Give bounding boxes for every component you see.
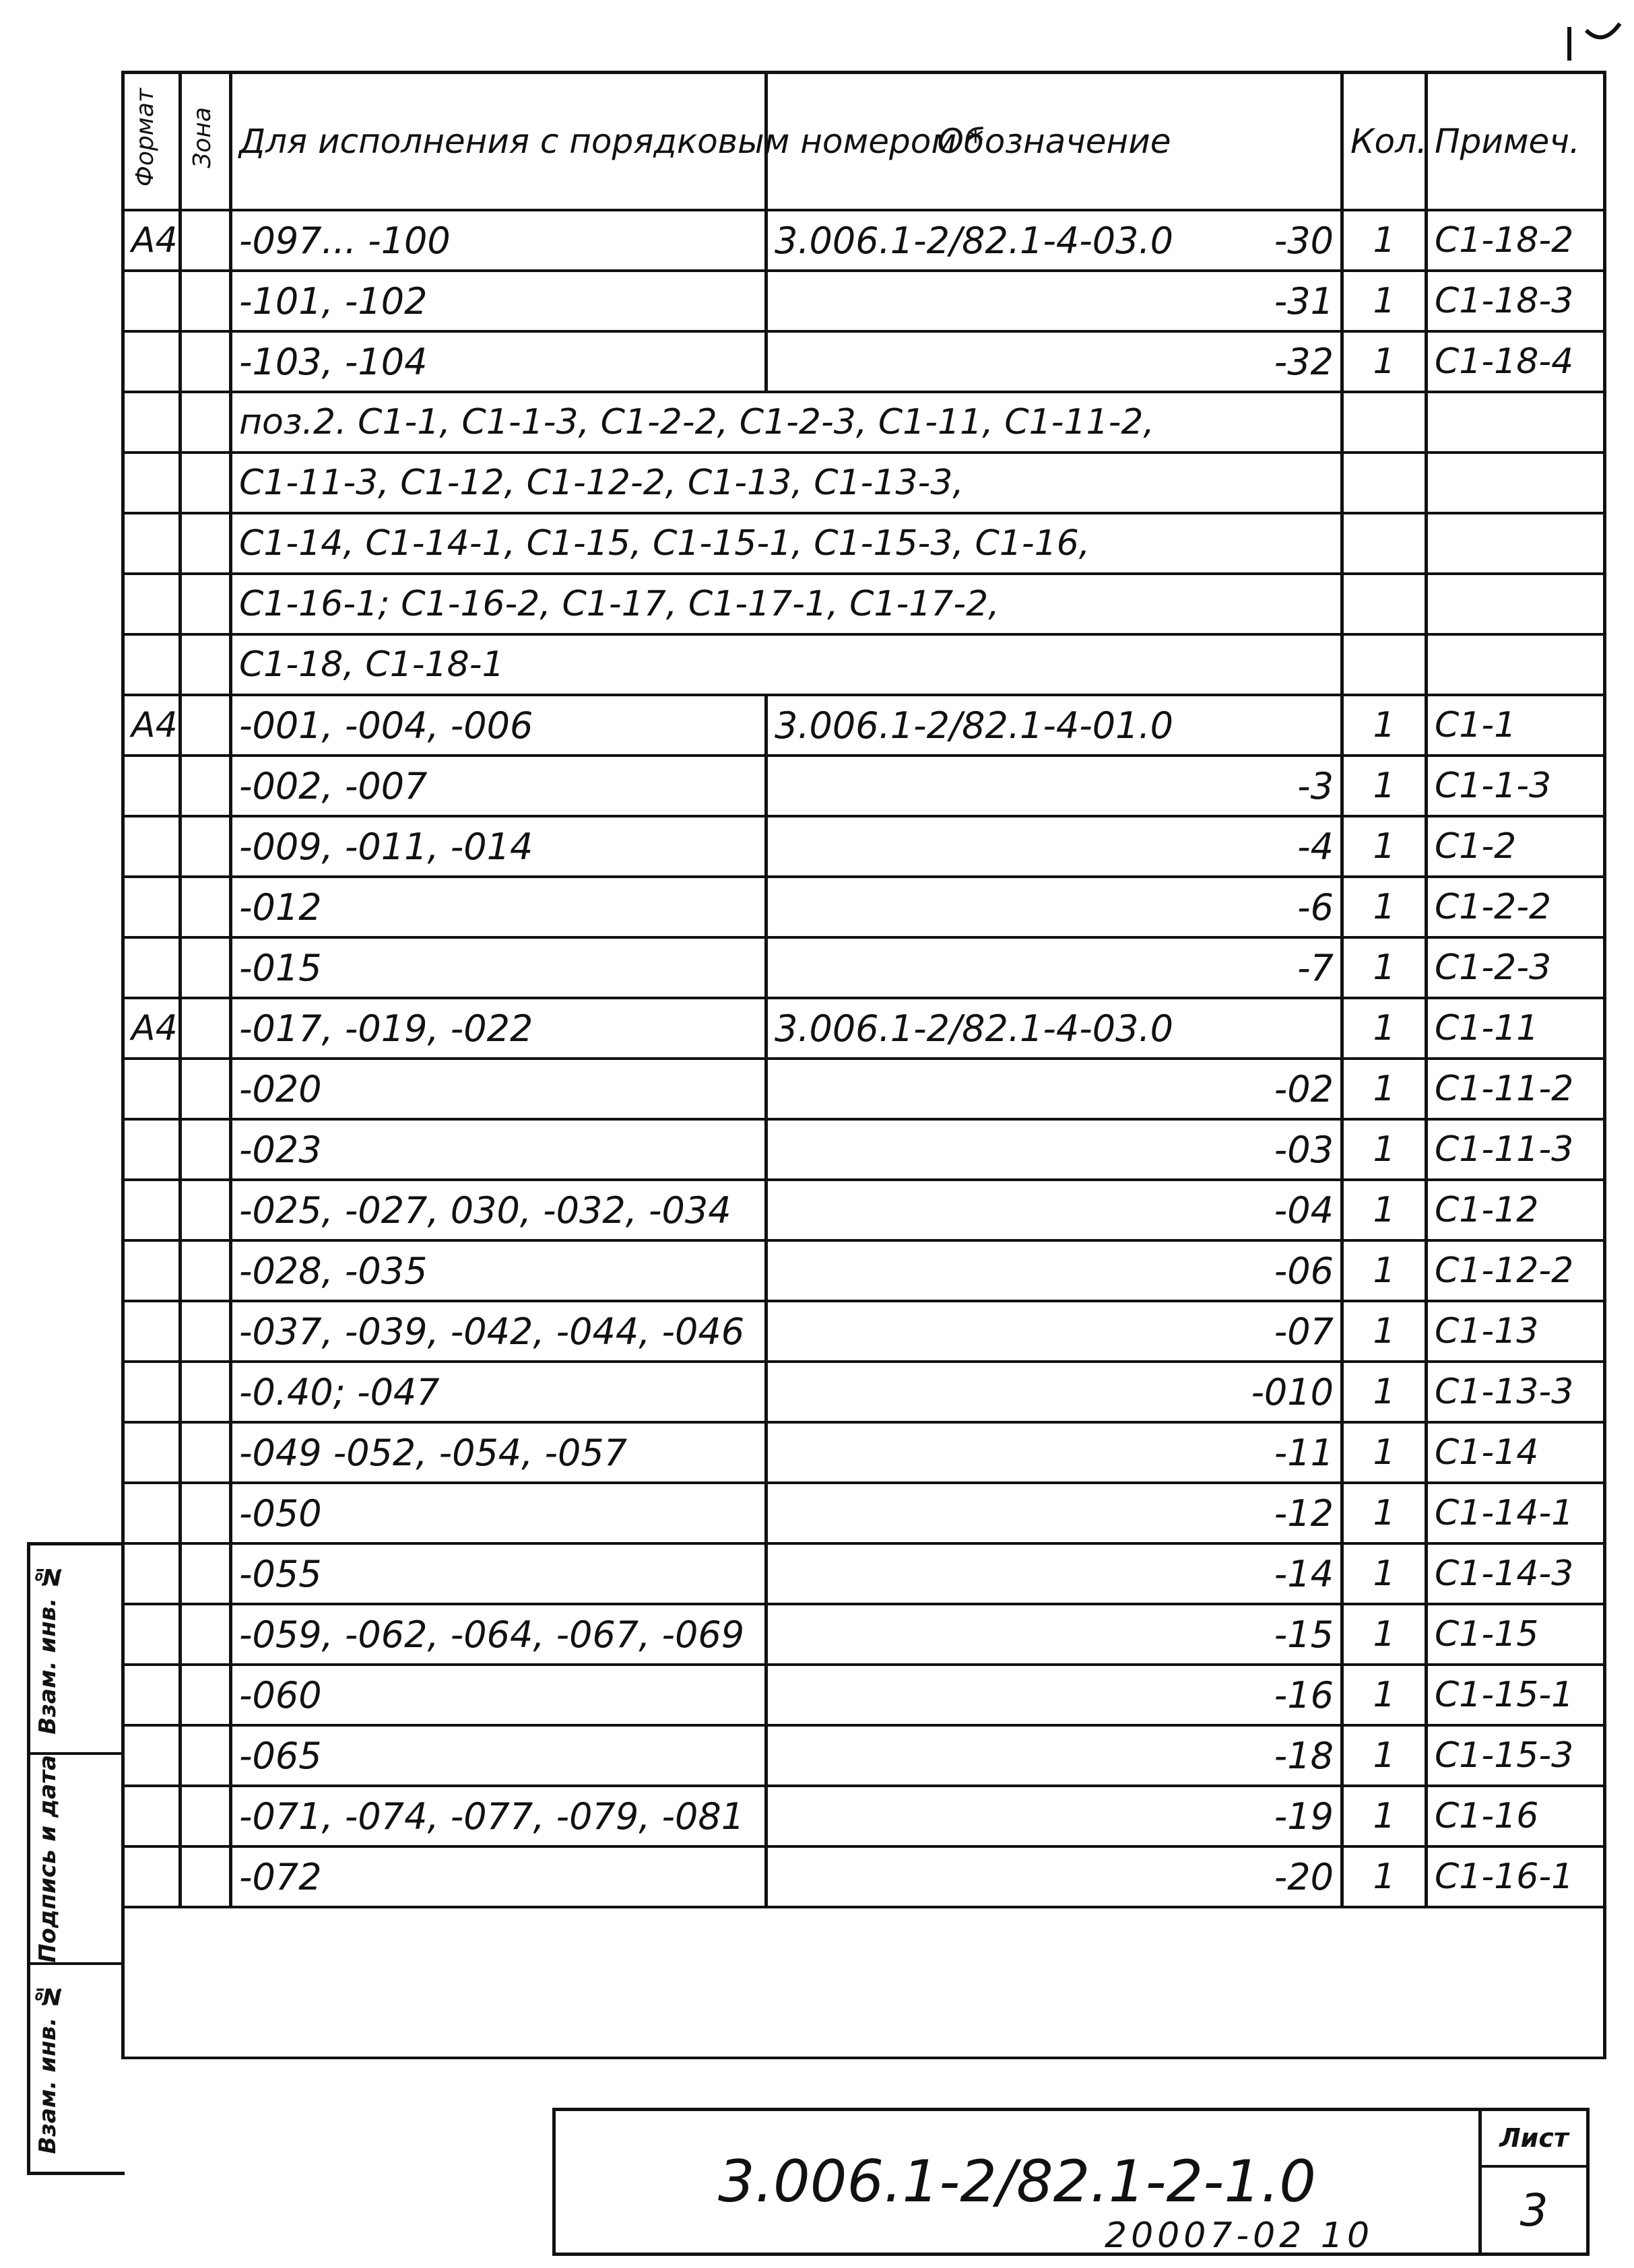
header-note: Примеч. bbox=[1427, 73, 1605, 211]
note-cell: С1-14 bbox=[1427, 1422, 1605, 1483]
variant-text: -001, -004, -006 bbox=[239, 704, 533, 747]
stamp-cell-inv-original bbox=[30, 1965, 125, 2172]
note-cell: С1-14-3 bbox=[1427, 1543, 1605, 1604]
designation-cell bbox=[766, 816, 1342, 877]
designation-wrap bbox=[775, 1250, 1334, 1292]
format-cell bbox=[123, 1543, 181, 1604]
note-cell: С1-11-3 bbox=[1427, 1119, 1605, 1180]
designation-cell bbox=[766, 1725, 1342, 1786]
variant-text: -097... -100 bbox=[239, 219, 451, 262]
designation-cell bbox=[766, 1483, 1342, 1543]
format-cell: А4 bbox=[123, 695, 181, 756]
zone-cell bbox=[181, 634, 231, 695]
format-cell bbox=[123, 1180, 181, 1240]
variant-text: -020 bbox=[239, 1067, 322, 1110]
note-cell: С1-11-2 bbox=[1427, 1059, 1605, 1119]
note-cell: С1-2-2 bbox=[1427, 877, 1605, 937]
table-row bbox=[123, 1725, 1605, 1786]
designation-cell bbox=[766, 1362, 1342, 1422]
format-cell bbox=[123, 756, 181, 816]
header-row bbox=[123, 73, 1605, 211]
designation-wrap bbox=[775, 220, 1334, 262]
table-row bbox=[123, 1483, 1605, 1543]
variant-cell bbox=[231, 756, 766, 816]
designation-wrap bbox=[775, 1371, 1334, 1413]
position-note-row bbox=[123, 513, 1605, 574]
qty-cell: 1 bbox=[1342, 695, 1427, 756]
designation-wrap bbox=[775, 826, 1334, 868]
header-zone-label: Зона bbox=[189, 106, 216, 168]
zone-cell bbox=[181, 1483, 231, 1543]
designation-cell bbox=[766, 1604, 1342, 1665]
position-note-row bbox=[123, 574, 1605, 634]
position-note-line: поз.2. С1-1, С1-1-3, С1-2-2, С1-2-3, С1-11, С1-11-2, bbox=[231, 392, 1342, 453]
format-cell bbox=[123, 513, 181, 574]
specification-table bbox=[121, 71, 1606, 2059]
designation-wrap bbox=[775, 1189, 1334, 1232]
header-designation: Обозначение bbox=[766, 73, 1342, 211]
note-cell: С1-16 bbox=[1427, 1786, 1605, 1846]
designation-wrap bbox=[775, 1735, 1334, 1777]
variant-text: -028, -035 bbox=[239, 1249, 428, 1292]
variant-text: -071, -074, -077, -079, -081 bbox=[239, 1795, 745, 1838]
designation-cell bbox=[766, 1846, 1342, 1907]
zone-cell bbox=[181, 210, 231, 271]
variant-text: -017, -019, -022 bbox=[239, 1007, 533, 1050]
title-block bbox=[552, 2108, 1590, 2256]
qty-cell bbox=[1342, 392, 1427, 453]
position-note-row bbox=[123, 453, 1605, 513]
qty-cell: 1 bbox=[1342, 210, 1427, 271]
note-cell: С1-18-2 bbox=[1427, 210, 1605, 271]
table-row bbox=[123, 998, 1605, 1059]
note-cell: С1-18-4 bbox=[1427, 331, 1605, 392]
qty-cell: 1 bbox=[1342, 1240, 1427, 1301]
designation-suffix: -32 bbox=[1274, 340, 1334, 383]
qty-cell: 1 bbox=[1342, 1301, 1427, 1362]
variant-cell bbox=[231, 937, 766, 998]
note-cell: С1-1 bbox=[1427, 695, 1605, 756]
designation-wrap bbox=[775, 1856, 1334, 1898]
qty-cell: 1 bbox=[1342, 877, 1427, 937]
designation-suffix: -3 bbox=[1297, 764, 1334, 807]
variant-cell bbox=[231, 210, 766, 271]
format-cell bbox=[123, 1604, 181, 1665]
zone-cell bbox=[181, 574, 231, 634]
zone-cell bbox=[181, 271, 231, 331]
designation-base: 3.006.1-2/82.1-4-03.0 bbox=[775, 1007, 1173, 1050]
zone-cell bbox=[181, 1180, 231, 1240]
zone-cell bbox=[181, 937, 231, 998]
designation-wrap bbox=[775, 1795, 1334, 1838]
note-cell: С1-15-3 bbox=[1427, 1725, 1605, 1786]
designation-suffix: -03 bbox=[1274, 1128, 1334, 1171]
designation-cell bbox=[766, 210, 1342, 271]
qty-cell: 1 bbox=[1342, 1846, 1427, 1907]
zone-cell bbox=[181, 331, 231, 392]
designation-suffix: -04 bbox=[1274, 1189, 1334, 1232]
note-cell: С1-15 bbox=[1427, 1604, 1605, 1665]
designation-cell bbox=[766, 1180, 1342, 1240]
designation-suffix: -19 bbox=[1274, 1795, 1334, 1838]
designation-cell bbox=[766, 271, 1342, 331]
stamp-label-inv-replacement: Взам. инв. № bbox=[34, 1563, 61, 1735]
note-cell: С1-13 bbox=[1427, 1301, 1605, 1362]
stamp-label-inv-original: Взам. инв. № bbox=[34, 1982, 61, 2154]
format-cell bbox=[123, 1240, 181, 1301]
note-cell bbox=[1427, 453, 1605, 513]
stamp-label-signature-date: Подпись и дата bbox=[34, 1754, 61, 1963]
designation-suffix: -7 bbox=[1297, 946, 1334, 989]
qty-cell: 1 bbox=[1342, 1180, 1427, 1240]
designation-cell bbox=[766, 937, 1342, 998]
format-cell bbox=[123, 392, 181, 453]
variant-text: -025, -027, 030, -032, -034 bbox=[239, 1189, 731, 1232]
variant-cell bbox=[231, 1665, 766, 1725]
zone-cell bbox=[181, 1059, 231, 1119]
qty-cell: 1 bbox=[1342, 1422, 1427, 1483]
designation-suffix: -02 bbox=[1274, 1067, 1334, 1110]
table-row bbox=[123, 331, 1605, 392]
note-cell bbox=[1427, 634, 1605, 695]
zone-cell bbox=[181, 1543, 231, 1604]
format-cell bbox=[123, 1483, 181, 1543]
designation-suffix: -6 bbox=[1297, 886, 1334, 929]
table-row bbox=[123, 1301, 1605, 1362]
variant-cell bbox=[231, 1119, 766, 1180]
zone-cell bbox=[181, 877, 231, 937]
zone-cell bbox=[181, 392, 231, 453]
format-cell bbox=[123, 877, 181, 937]
designation-cell bbox=[766, 1543, 1342, 1604]
zone-cell bbox=[181, 453, 231, 513]
variant-cell bbox=[231, 1362, 766, 1422]
note-cell: С1-15-1 bbox=[1427, 1665, 1605, 1725]
format-cell bbox=[123, 937, 181, 998]
designation-suffix: -06 bbox=[1274, 1249, 1334, 1292]
format-cell bbox=[123, 1665, 181, 1725]
variant-text: -065 bbox=[239, 1734, 322, 1777]
designation-suffix: -30 bbox=[1274, 219, 1334, 262]
designation-cell bbox=[766, 1119, 1342, 1180]
sheet-number: 3 bbox=[1519, 2184, 1548, 2236]
note-cell bbox=[1427, 513, 1605, 574]
note-cell: С1-12-2 bbox=[1427, 1240, 1605, 1301]
variant-cell bbox=[231, 695, 766, 756]
designation-wrap bbox=[775, 1129, 1334, 1171]
variant-text: -009, -011, -014 bbox=[239, 825, 533, 868]
format-cell bbox=[123, 1301, 181, 1362]
designation-wrap bbox=[775, 1492, 1334, 1535]
variant-cell bbox=[231, 1786, 766, 1846]
zone-cell bbox=[181, 1362, 231, 1422]
designation-wrap bbox=[775, 1613, 1334, 1656]
designation-wrap bbox=[775, 704, 1334, 747]
designation-cell bbox=[766, 998, 1342, 1059]
designation-wrap bbox=[775, 765, 1334, 807]
zone-cell bbox=[181, 695, 231, 756]
variant-cell bbox=[231, 816, 766, 877]
zone-cell bbox=[181, 998, 231, 1059]
qty-cell: 1 bbox=[1342, 331, 1427, 392]
variant-cell bbox=[231, 1543, 766, 1604]
stamp-cell-inv-replacement bbox=[30, 1545, 125, 1755]
qty-cell bbox=[1342, 574, 1427, 634]
designation-cell bbox=[766, 1240, 1342, 1301]
header-zone bbox=[181, 73, 231, 211]
qty-cell bbox=[1342, 513, 1427, 574]
table-row bbox=[123, 877, 1605, 937]
designation-wrap bbox=[775, 280, 1334, 323]
qty-cell: 1 bbox=[1342, 1665, 1427, 1725]
designation-cell bbox=[766, 1786, 1342, 1846]
zone-cell bbox=[181, 1786, 231, 1846]
designation-wrap bbox=[775, 1068, 1334, 1110]
position-note-line: С1-14, С1-14-1, С1-15, С1-15-1, С1-15-3, С1-16, bbox=[231, 513, 1342, 574]
table-row bbox=[123, 1180, 1605, 1240]
note-cell: С1-16-1 bbox=[1427, 1846, 1605, 1907]
variant-text: -002, -007 bbox=[239, 764, 428, 807]
table-row bbox=[123, 210, 1605, 271]
variant-cell bbox=[231, 331, 766, 392]
zone-cell bbox=[181, 1665, 231, 1725]
format-cell bbox=[123, 453, 181, 513]
note-cell: С1-12 bbox=[1427, 1180, 1605, 1240]
designation-cell bbox=[766, 1301, 1342, 1362]
variant-cell bbox=[231, 1846, 766, 1907]
qty-cell: 1 bbox=[1342, 1119, 1427, 1180]
note-cell: С1-1-3 bbox=[1427, 756, 1605, 816]
variant-cell bbox=[231, 271, 766, 331]
qty-cell: 1 bbox=[1342, 1543, 1427, 1604]
variant-cell bbox=[231, 1725, 766, 1786]
designation-wrap bbox=[775, 1674, 1334, 1716]
table-row bbox=[123, 1665, 1605, 1725]
zone-cell bbox=[181, 1846, 231, 1907]
variant-cell bbox=[231, 1059, 766, 1119]
designation-suffix: -18 bbox=[1274, 1734, 1334, 1777]
zone-cell bbox=[181, 1422, 231, 1483]
variant-text: -015 bbox=[239, 946, 322, 989]
page-corner-mark bbox=[1549, 0, 1630, 61]
variant-cell bbox=[231, 1240, 766, 1301]
variant-text: -023 bbox=[239, 1128, 322, 1171]
document-code: 3.006.1-2/82.1-2-1.0 bbox=[717, 2148, 1316, 2215]
designation-suffix: -20 bbox=[1274, 1855, 1334, 1898]
stamp-cell-signature-date bbox=[30, 1755, 125, 1964]
variant-cell bbox=[231, 998, 766, 1059]
designation-suffix: -010 bbox=[1251, 1370, 1334, 1413]
designation-cell bbox=[766, 331, 1342, 392]
variant-text: -012 bbox=[239, 886, 322, 929]
format-cell bbox=[123, 816, 181, 877]
designation-suffix: -12 bbox=[1274, 1492, 1334, 1535]
table-row bbox=[123, 937, 1605, 998]
designation-suffix: -15 bbox=[1274, 1613, 1334, 1656]
table-row bbox=[123, 1240, 1605, 1301]
designation-cell bbox=[766, 695, 1342, 756]
archive-number: 20007-02 10 bbox=[1105, 2215, 1374, 2256]
format-cell bbox=[123, 1119, 181, 1180]
format-cell bbox=[123, 271, 181, 331]
zone-cell bbox=[181, 1604, 231, 1665]
designation-cell bbox=[766, 1665, 1342, 1725]
variant-cell bbox=[231, 1180, 766, 1240]
format-cell bbox=[123, 1059, 181, 1119]
table-row bbox=[123, 1362, 1605, 1422]
qty-cell: 1 bbox=[1342, 1059, 1427, 1119]
designation-cell bbox=[766, 1422, 1342, 1483]
note-cell: С1-2-3 bbox=[1427, 937, 1605, 998]
qty-cell: 1 bbox=[1342, 998, 1427, 1059]
qty-cell: 1 bbox=[1342, 1786, 1427, 1846]
format-cell: А4 bbox=[123, 210, 181, 271]
note-cell: С1-13-3 bbox=[1427, 1362, 1605, 1422]
note-cell: С1-18-3 bbox=[1427, 271, 1605, 331]
zone-cell bbox=[181, 1119, 231, 1180]
table-row bbox=[123, 1422, 1605, 1483]
variant-cell bbox=[231, 877, 766, 937]
qty-cell: 1 bbox=[1342, 756, 1427, 816]
variant-text: -059, -062, -064, -067, -069 bbox=[239, 1613, 745, 1656]
table-row bbox=[123, 695, 1605, 756]
designation-wrap bbox=[775, 1007, 1334, 1050]
table-row bbox=[123, 816, 1605, 877]
designation-wrap bbox=[775, 341, 1334, 383]
variant-text: -049 -052, -054, -057 bbox=[239, 1431, 628, 1474]
empty-cell bbox=[123, 1907, 1605, 2058]
designation-cell bbox=[766, 1059, 1342, 1119]
position-note-line: С1-18, С1-18-1 bbox=[231, 634, 1342, 695]
designation-cell bbox=[766, 756, 1342, 816]
note-cell bbox=[1427, 392, 1605, 453]
zone-cell bbox=[181, 1725, 231, 1786]
side-stamp bbox=[27, 1542, 125, 2175]
table-row bbox=[123, 1059, 1605, 1119]
format-cell bbox=[123, 331, 181, 392]
designation-wrap bbox=[775, 886, 1334, 929]
variant-cell bbox=[231, 1604, 766, 1665]
qty-cell: 1 bbox=[1342, 937, 1427, 998]
designation-wrap bbox=[775, 1310, 1334, 1353]
variant-text: -072 bbox=[239, 1855, 322, 1898]
position-note-row bbox=[123, 392, 1605, 453]
variant-text: -060 bbox=[239, 1673, 322, 1716]
format-cell bbox=[123, 1725, 181, 1786]
designation-base: 3.006.1-2/82.1-4-01.0 bbox=[775, 704, 1173, 747]
note-cell: С1-14-1 bbox=[1427, 1483, 1605, 1543]
variant-cell bbox=[231, 1483, 766, 1543]
note-cell: С1-11 bbox=[1427, 998, 1605, 1059]
designation-suffix: -4 bbox=[1297, 825, 1334, 868]
position-note-line: С1-16-1; С1-16-2, С1-17, С1-17-1, С1-17-2, bbox=[231, 574, 1342, 634]
note-cell: С1-2 bbox=[1427, 816, 1605, 877]
header-qty: Кол. bbox=[1342, 73, 1427, 211]
table-row bbox=[123, 1604, 1605, 1665]
header-format bbox=[123, 73, 181, 211]
zone-cell bbox=[181, 1301, 231, 1362]
variant-text: -0.40; -047 bbox=[239, 1370, 440, 1413]
zone-cell bbox=[181, 756, 231, 816]
table-row bbox=[123, 1543, 1605, 1604]
qty-cell bbox=[1342, 634, 1427, 695]
variant-text: -037, -039, -042, -044, -046 bbox=[239, 1310, 745, 1353]
table-row bbox=[123, 756, 1605, 816]
variant-text: -055 bbox=[239, 1552, 322, 1595]
zone-cell bbox=[181, 1240, 231, 1301]
designation-cell bbox=[766, 877, 1342, 937]
qty-cell: 1 bbox=[1342, 816, 1427, 877]
variant-text: -101, -102 bbox=[239, 279, 428, 323]
empty-row bbox=[123, 1907, 1605, 2058]
variant-text: -103, -104 bbox=[239, 340, 428, 383]
format-cell bbox=[123, 634, 181, 695]
qty-cell: 1 bbox=[1342, 271, 1427, 331]
designation-suffix: -31 bbox=[1274, 279, 1334, 323]
format-cell bbox=[123, 1846, 181, 1907]
designation-wrap bbox=[775, 947, 1334, 989]
sheet-box bbox=[1478, 2111, 1586, 2253]
variant-cell bbox=[231, 1301, 766, 1362]
table-row bbox=[123, 1786, 1605, 1846]
zone-cell bbox=[181, 816, 231, 877]
position-note-line: С1-11-3, С1-12, С1-12-2, С1-13, С1-13-3, bbox=[231, 453, 1342, 513]
qty-cell bbox=[1342, 453, 1427, 513]
qty-cell: 1 bbox=[1342, 1483, 1427, 1543]
format-cell bbox=[123, 574, 181, 634]
header-format-label: Формат bbox=[131, 88, 159, 187]
qty-cell: 1 bbox=[1342, 1725, 1427, 1786]
table-row bbox=[123, 1846, 1605, 1907]
qty-cell: 1 bbox=[1342, 1604, 1427, 1665]
table-row bbox=[123, 271, 1605, 331]
note-cell bbox=[1427, 574, 1605, 634]
header-variant: Для исполнения с порядковым номером * bbox=[231, 73, 766, 211]
variant-cell bbox=[231, 1422, 766, 1483]
format-cell bbox=[123, 1786, 181, 1846]
designation-suffix: -07 bbox=[1274, 1310, 1334, 1353]
variant-text: -050 bbox=[239, 1492, 322, 1535]
format-cell bbox=[123, 1362, 181, 1422]
format-cell: А4 bbox=[123, 998, 181, 1059]
sheet-label: Лист bbox=[1482, 2111, 1586, 2168]
designation-base: 3.006.1-2/82.1-4-03.0 bbox=[775, 219, 1173, 262]
zone-cell bbox=[181, 513, 231, 574]
designation-suffix: -11 bbox=[1274, 1431, 1334, 1474]
table-row bbox=[123, 1119, 1605, 1180]
designation-suffix: -16 bbox=[1274, 1673, 1334, 1716]
designation-suffix: -14 bbox=[1274, 1552, 1334, 1595]
format-cell bbox=[123, 1422, 181, 1483]
position-note-row bbox=[123, 634, 1605, 695]
designation-wrap bbox=[775, 1432, 1334, 1474]
qty-cell: 1 bbox=[1342, 1362, 1427, 1422]
designation-wrap bbox=[775, 1553, 1334, 1595]
